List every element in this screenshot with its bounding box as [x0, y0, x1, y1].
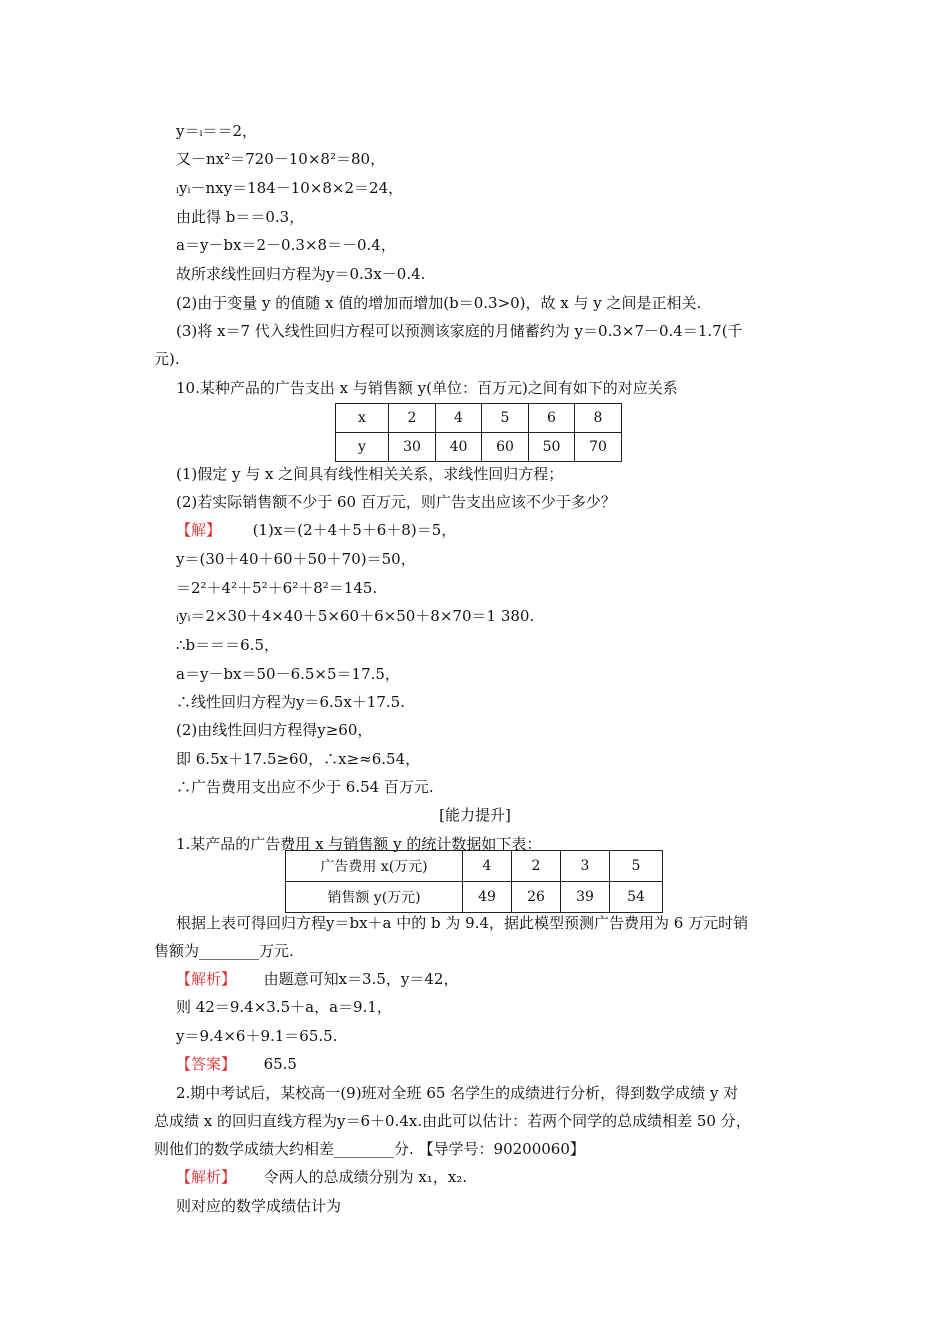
text-line: 则 42＝9.4×3.5＋a，a＝9.1，: [176, 998, 392, 1016]
text-line: ∴b＝＝＝6.5，: [176, 636, 280, 654]
table-row: [286, 851, 663, 882]
text-line: 故所求线性回归方程为y＝0.3x－0.4.: [176, 265, 426, 283]
text-line: 则他们的数学成绩大约相差________分. 【导学号：90200060】: [154, 1140, 585, 1158]
table-cell: 2: [389, 404, 436, 433]
table-row: [336, 433, 622, 462]
answer-value: 65.5: [263, 1055, 297, 1073]
text-line: 又－nx²＝720－10×8²＝80，: [176, 150, 386, 168]
table-row: [336, 404, 622, 433]
analysis-first-line: [176, 1167, 467, 1187]
text-line: ∴线性回归方程为y＝6.5x＋17.5.: [176, 693, 405, 711]
table-cell: 4: [436, 404, 482, 433]
analysis-text: 由题意可知x＝3.5，y＝42，: [263, 970, 459, 988]
text-line: a＝y－bx＝50－6.5×5＝17.5，: [176, 665, 400, 683]
table-cell: 5: [482, 404, 529, 433]
analysis-first-line: [176, 969, 458, 989]
data-table-q1: [285, 850, 663, 913]
text-line: ᵢyᵢ－nxy＝184－10×8×2＝24，: [176, 179, 404, 197]
text-line: ᵢyᵢ＝2×30＋4×40＋5×60＋6×50＋8×70＝1 380.: [176, 607, 535, 625]
table-row: [286, 882, 663, 913]
text-line: y＝9.4×6＋9.1＝65.5.: [176, 1027, 338, 1045]
table-cell: 8: [575, 404, 622, 433]
table-cell: 2: [512, 851, 561, 882]
table-cell: 40: [436, 433, 482, 462]
text-line: 总成绩 x 的回归直线方程为y＝6＋0.4x.由此可以估计：若两个同学的总成绩相差 50 分，: [154, 1112, 751, 1130]
text-line: ＝2²＋4²＋5²＋6²＋8²＝145.: [176, 579, 378, 597]
table-cell: 39: [561, 882, 610, 913]
table-cell: 广告费用 x(万元): [286, 851, 463, 882]
text-line: (2)由于变量 y 的值随 x 值的增加而增加(b＝0.3>0)，故 x 与 y 之间是正相关.: [176, 294, 702, 312]
text-line: a＝y－bx＝2－0.3×8＝－0.4，: [176, 236, 396, 254]
text-line: ∴广告费用支出应不少于 6.54 百万元.: [176, 778, 434, 796]
table-cell: 3: [561, 851, 610, 882]
table-cell: 60: [482, 433, 529, 462]
text-line: (2)若实际销售额不少于 60 百万元，则广告支出应该不少于多少？: [176, 493, 616, 511]
table-cell: 5: [610, 851, 663, 882]
text-line: 由此得 b＝＝0.3，: [176, 208, 305, 226]
table-cell: 销售额 y(万元): [286, 882, 463, 913]
answer-line: [176, 1054, 297, 1074]
text-line: 即 6.5x＋17.5≥60，∴x≥≈6.54，: [176, 750, 421, 768]
question-1-stem: 1.某产品的广告费用 x 与销售额 y 的统计数据如下表：: [176, 835, 542, 853]
table-cell: 50: [529, 433, 575, 462]
table-cell: 49: [463, 882, 512, 913]
text-line: 根据上表可得回归方程y＝bx＋a 中的 b 为 9.4，据此模型预测广告费用为 6 万元时销: [176, 914, 749, 932]
text-line: (2)由线性回归方程得y≥60，: [176, 721, 373, 739]
text-line: (1)假定 y 与 x 之间具有线性相关关系，求线性回归方程；: [176, 465, 564, 483]
table-cell: 4: [463, 851, 512, 882]
table-cell: y: [336, 433, 389, 462]
table-cell: 54: [610, 882, 663, 913]
table-cell: 26: [512, 882, 561, 913]
solution-text: (1)x＝(2＋4＋5＋6＋8)＝5，: [252, 521, 457, 539]
table-cell: x: [336, 404, 389, 433]
section-heading: [能力提升]: [439, 806, 511, 824]
text-line: 则对应的数学成绩估计为: [176, 1197, 342, 1215]
text-line: y＝(30＋40＋60＋50＋70)＝50，: [176, 550, 416, 568]
answer-tag: 【答案】: [176, 1055, 237, 1073]
solution-first-line: [176, 520, 456, 540]
data-table-q10: [335, 403, 622, 462]
solution-tag: 【解】: [176, 521, 222, 539]
question-10-stem: 10.某种产品的广告支出 x 与销售额 y(单位：百万元)之间有如下的对应关系: [176, 379, 678, 397]
table-cell: 30: [389, 433, 436, 462]
table-cell: 6: [529, 404, 575, 433]
text-line: 元).: [154, 350, 180, 368]
question-2-stem: 2.期中考试后，某校高一(9)班对全班 65 名学生的成绩进行分析，得到数学成绩 y 对: [176, 1084, 739, 1102]
text-line: y＝ᵢ＝＝2，: [176, 122, 258, 140]
analysis-text: 令两人的总成绩分别为 x₁，x₂.: [263, 1168, 468, 1186]
text-line: (3)将 x＝7 代入线性回归方程可以预测该家庭的月储蓄约为 y＝0.3×7－0.4＝1.7(千: [176, 322, 743, 340]
table-cell: 70: [575, 433, 622, 462]
analysis-tag: 【解析】: [176, 970, 237, 988]
text-line: 售额为________万元.: [154, 942, 294, 960]
analysis-tag: 【解析】: [176, 1168, 237, 1186]
